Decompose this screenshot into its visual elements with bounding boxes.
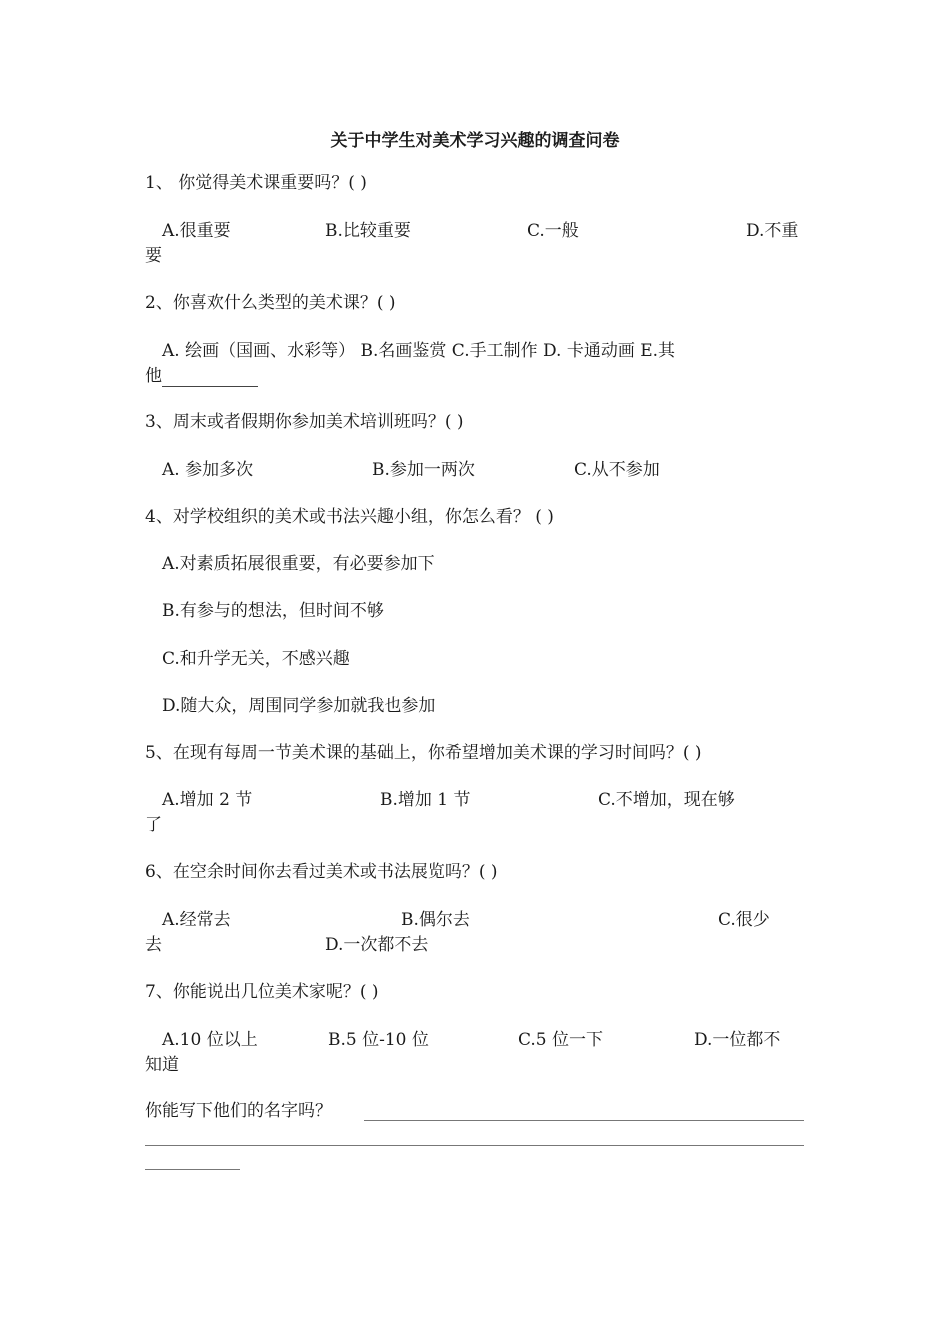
q2-options-line: A. 绘画（国画、水彩等） B.名画鉴赏 C.手工制作 D. 卡通动画 E.其 (162, 341, 676, 361)
q4-option-a: A.对素质拓展很重要，有必要参加下 (162, 554, 435, 574)
q1-option-d-wrap: 要 (145, 246, 162, 266)
q7-option-a: A.10 位以上 (162, 1030, 258, 1050)
names-prompt: 你能写下他们的名字吗？ (145, 1101, 332, 1121)
names-answer-line-3 (145, 1169, 240, 1170)
question-1: 1、 你觉得美术课重要吗？( ) (145, 173, 367, 193)
q2-other-label: 他 (145, 366, 162, 386)
q5-option-c-wrap: 了 (145, 815, 162, 835)
question-3: 3、周末或者假期你参加美术培训班吗？( ) (145, 412, 464, 432)
q3-option-a: A. 参加多次 (162, 460, 254, 480)
q5-option-b: B.增加 1 节 (380, 790, 471, 810)
q7-option-c: C.5 位一下 (518, 1030, 604, 1050)
q6-option-c-wrap: 去 (145, 935, 162, 955)
q6-option-c: C.很少 (718, 910, 770, 930)
names-answer-line-2 (145, 1145, 804, 1146)
question-5: 5、在现有每周一节美术课的基础上，你希望增加美术课的学习时间吗？( ) (145, 743, 702, 763)
q4-option-d: D.随大众，周围同学参加就我也参加 (162, 696, 436, 716)
question-4: 4、对学校组织的美术或书法兴趣小组，你怎么看？ ( ) (145, 507, 554, 527)
page-title: 关于中学生对美术学习兴趣的调查问卷 (330, 131, 620, 151)
q7-option-b: B.5 位-10 位 (328, 1030, 429, 1050)
q6-option-a: A.经常去 (162, 910, 231, 930)
names-answer-line-1 (364, 1120, 804, 1121)
q4-option-b: B.有参与的想法，但时间不够 (162, 601, 384, 621)
question-2: 2、你喜欢什么类型的美术课？( ) (145, 293, 396, 313)
q2-options-wrap (145, 365, 258, 387)
q3-option-c: C.从不参加 (574, 460, 660, 480)
q1-option-a: A.很重要 (162, 221, 231, 241)
question-7: 7、你能说出几位美术家呢？( ) (145, 982, 379, 1002)
q5-option-c: C.不增加，现在够 (598, 790, 735, 810)
q1-option-c: C.一般 (527, 221, 579, 241)
q1-option-d: D.不重 (746, 221, 799, 241)
q7-option-d-wrap: 知道 (145, 1055, 179, 1075)
q3-option-b: B.参加一两次 (372, 460, 475, 480)
question-6: 6、在空余时间你去看过美术或书法展览吗？( ) (145, 862, 498, 882)
q6-option-d: D.一次都不去 (325, 935, 429, 955)
q4-option-c: C.和升学无关，不感兴趣 (162, 649, 350, 669)
q6-option-b: B.偶尔去 (401, 910, 470, 930)
q5-option-a: A.增加 2 节 (162, 790, 253, 810)
q2-other-blank (162, 368, 258, 387)
q1-option-b: B.比较重要 (325, 221, 411, 241)
q7-option-d: D.一位都不 (694, 1030, 781, 1050)
